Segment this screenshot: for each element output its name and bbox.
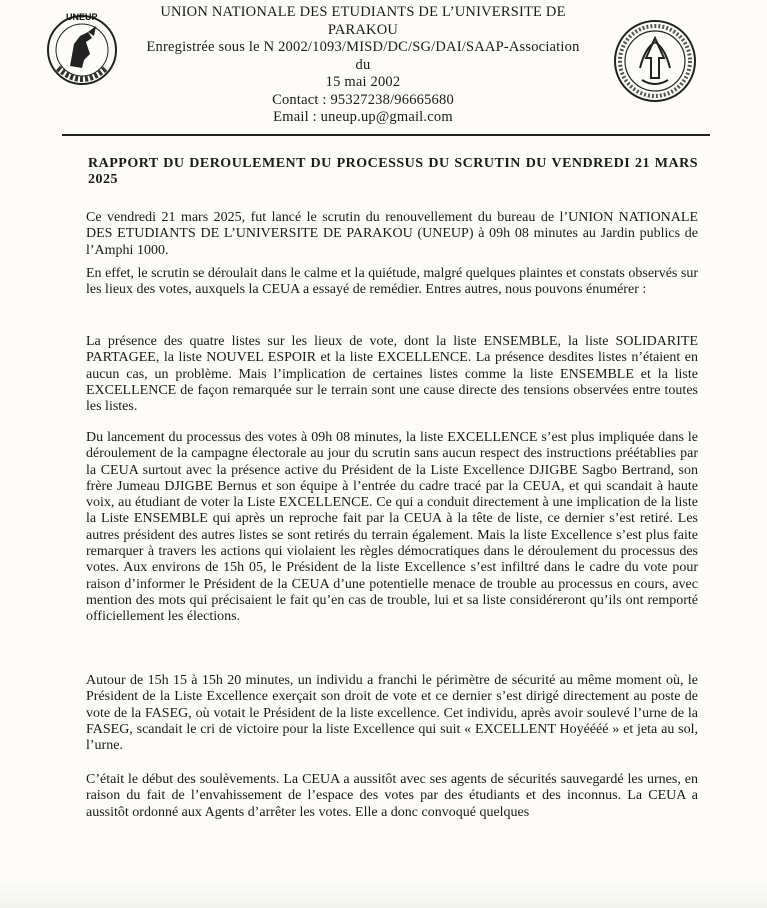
paragraph-intro: Ce vendredi 21 mars 2025, fut lancé le scrutin du renouvellement du bureau de l’UNION NATIONALE DES ETUDIANTS DE L’UNIVERSITE DE PARAKOU (UNEUP) à 09h 08 minutes au Jardin publics de l’Amphi 1000. [86, 210, 698, 258]
org-name-line2: PARAKOU [327, 21, 399, 38]
email-line: Email : uneup.up@gmail.com [273, 109, 453, 125]
paragraph-context: En effet, le scrutin se déroulait dans le calme et la quiétude, malgré quelques plaintes et constats observés sur les lieux des votes, auxquels la CEUA a essayé de remédier. Entres autres, nous pouvons énumérer : [86, 266, 698, 298]
contact-line: Contact : 95327238/96665680 [272, 91, 454, 108]
paragraph-incident: Autour de 15h 15 à 15h 20 minutes, un individu a franchi le périmètre de sécurité au même moment où, le Président de la Liste Excellence exerçait son droit de vote et ce dernier s’est dirigé directement au poste de vote de la FASEG, où votait le Président de la liste excellence. Cet individu, après avoir soulevé l’urne de la FASEG, scandait le cri de victoire pour la liste Excellence qui suit « EXCELLENT Hoyéééé » et jeta au sol, l’urne. [86, 673, 698, 754]
org-name-line1: UNION NATIONALE DES ETUDIANTS DE L’UNIVERSITE DE [160, 4, 566, 20]
uneup-logo [44, 8, 120, 88]
header-divider [62, 134, 710, 136]
paragraph-launch: Du lancement du processus des votes à 09h 08 minutes, la liste EXCELLENCE s’est plus impliquée dans le déroulement de la campagne électorale au jour du scrutin sans aucun respect des instructions préétablies par la CEUA surtout avec la présence active du Président de la Liste Excellence DJIGBE Sagbo Bertrand, son frère Jumeau DJIGBE Bernus et son équipe à l’entrée du cadre tracé par la CEUA, et qui scandait à haute voix, au étudiant de voter la Liste EXCELLENCE. Ce qui a conduit directement à une implication de la liste la Liste ENSEMBLE qui après un reproche fait par la CEUA à la tête de liste, ce dernier s’est retiré. Les autres président des autres listes se sont retirés du terrain également. Mais la liste Excellence s’est plus faite remarquer à travers les actions qui violaient les règles démocratiques dans le déroulement du processus des votes. Aux environs de 15h 05, le Président de la liste Excellence s’est infiltré dans le cadre du vote pour raison d’informer le Président de la CEUA d’une potentielle menace de trouble au processus en cours, avec mention des mots qui précisaient le fait qu’en cas de trouble, lui et sa liste considéreront qu’ils ont remporté officiellement les élections. [86, 430, 698, 625]
logo-left-text: UNEUP [66, 12, 98, 22]
paragraph-lists: La présence des quatre listes sur les lieux de vote, dont la liste ENSEMBLE, la liste SOLIDARITE PARTAGEE, la liste NOUVEL ESPOIR et la liste EXCELLENCE. La présence desdites listes n’étaient en aucun cas, un problème. Mais l’implication de certaines listes comme la liste ENSEMBLE et la liste EXCELLENCE de façon remarquée sur le terrain sont une cause directe des tensions observées entre toutes les listes. [86, 334, 698, 415]
report-title: RAPPORT DU DEROULEMENT DU PROCESSUS DU SCRUTIN DU VENDREDI 21 MARS 2025 [88, 156, 698, 187]
university-seal-logo [612, 18, 698, 104]
organization-header [138, 4, 588, 127]
paragraph-uprising: C’était le début des soulèvements. La CEUA a aussitôt avec ses agents de sécurités sauvegardé les urnes, en raison du fait de l’envahissement de l’espace des votes par des étudiants et des inconnus. La CEUA a aussitôt ordonné aux Agents d’arrêter les votes. Elle a donc convoqué quelques [86, 772, 698, 820]
registration-du: du [355, 56, 371, 73]
registration-line: Enregistrée sous le N 2002/1093/MISD/DC/SG/DAI/SAAP-Association [146, 39, 580, 55]
page-bottom-shade [0, 880, 767, 908]
registration-date: 15 mai 2002 [325, 74, 401, 90]
